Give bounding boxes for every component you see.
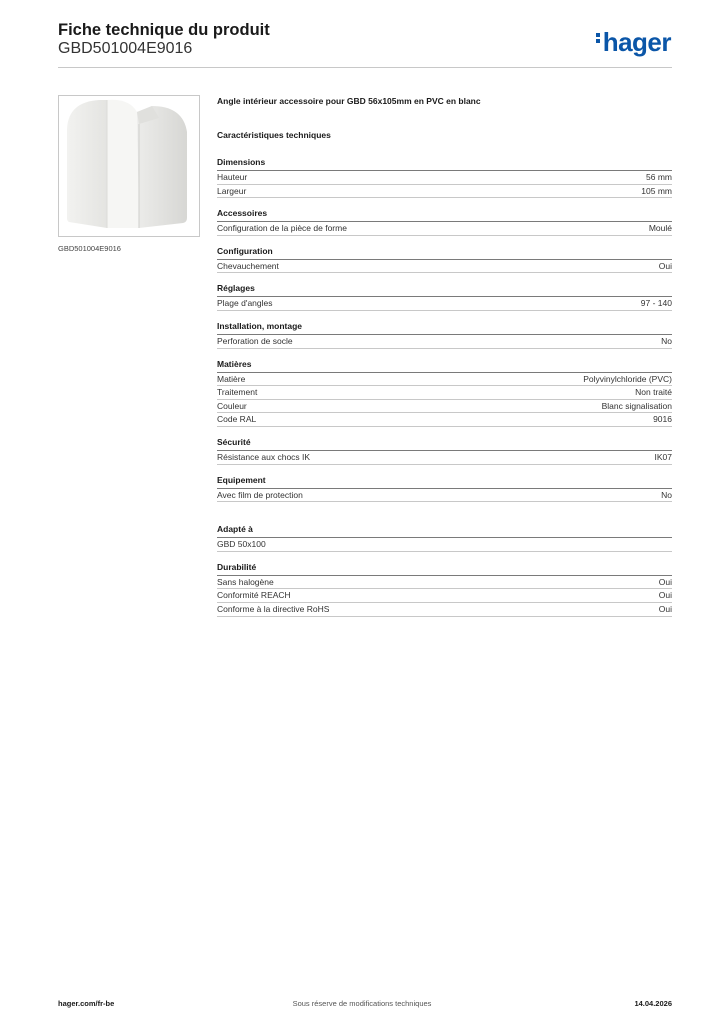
spec-value: Blanc signalisation [601,400,672,411]
spec-row [217,222,672,236]
section-title: Installation, montage [217,321,672,335]
page-title: Fiche technique du produit [58,21,270,39]
spec-row [217,386,672,400]
spec-label: Perforation de socle [217,335,293,346]
section-installation [217,321,672,349]
specifications [217,95,672,617]
spec-value: 9016 [653,414,672,425]
spec-label: Hauteur [217,172,248,182]
logo-dots-icon [596,31,601,45]
section-adapte [217,524,672,552]
section-title: Accessoires [217,208,672,222]
spec-label: Traitement [217,387,258,398]
spec-label: Largeur [217,185,247,196]
header-divider [58,67,672,68]
section-title: Configuration [217,246,672,260]
spec-value: Oui [658,576,672,587]
spec-label: Avec film de protection [217,489,303,500]
section-dimensions [217,157,672,198]
spec-label: Chevauchement [217,260,279,271]
spec-label: Code RAL [217,414,257,425]
section-title: Sécurité [217,437,672,451]
section-matieres [217,359,672,427]
spec-label: Conformité REACH [217,590,291,601]
footer-date: 14.04.2026 [634,999,672,1008]
spec-value: Polyvinylchloride (PVC) [583,373,672,384]
spec-value: 105 mm [641,185,672,196]
section-title: Réglages [217,283,672,297]
spec-row [217,171,672,185]
spec-label: Couleur [217,400,247,411]
spec-label: Configuration de la pièce de forme [217,223,347,234]
spec-row [217,489,672,503]
section-accessoires [217,208,672,236]
spec-label: GBD 50x100 [217,539,266,550]
section-title: Matières [217,359,672,373]
section-securite [217,437,672,465]
spec-value: No [661,489,672,500]
spec-row [217,185,672,199]
spec-row [217,413,672,427]
spec-value: Non traité [635,387,672,398]
spec-row [217,451,672,465]
hager-logo [596,27,671,57]
spec-value: 97 - 140 [640,298,672,309]
spec-value: 56 mm [646,172,672,182]
spec-value: IK07 [654,451,672,462]
footer-website-link[interactable]: hager.com/fr-be [58,999,115,1008]
characteristics-title: Caractéristiques techniques [217,130,331,140]
product-code: GBD501004E9016 [58,40,193,57]
spec-value: Oui [658,603,672,614]
section-title: Durabilité [217,562,672,576]
spec-row [217,335,672,349]
product-image-caption: GBD501004E9016 [58,244,121,253]
spec-row [217,603,672,617]
spec-row [217,260,672,274]
spec-label: Sans halogène [217,576,274,587]
spec-label: Conforme à la directive RoHS [217,603,330,614]
spec-row [217,576,672,590]
spec-value: No [661,335,672,346]
section-reglages [217,283,672,311]
section-title: Dimensions [217,157,672,171]
pvc-corner-piece-icon [59,96,199,236]
spec-value: Oui [658,590,672,601]
spec-row [217,400,672,414]
section-durabilite [217,562,672,617]
spec-row [217,589,672,603]
logo-text: hager [602,27,671,57]
product-description: Angle intérieur accessoire pour GBD 56x105mm en PVC en blanc [217,96,481,106]
spec-label: Résistance aux chocs IK [217,451,311,462]
spec-value: Moulé [648,223,672,234]
spec-label: Plage d'angles [217,298,273,309]
footer-notice: Sous réserve de modifications techniques [292,999,432,1008]
section-title: Adapté à [217,524,672,538]
product-image [58,95,200,237]
spec-row [217,538,672,552]
section-equipement [217,475,672,503]
spec-label: Matière [217,373,246,384]
section-title: Equipement [217,475,672,489]
spec-row [217,373,672,387]
spec-value: Oui [658,260,672,271]
section-configuration [217,246,672,274]
spec-row [217,297,672,311]
